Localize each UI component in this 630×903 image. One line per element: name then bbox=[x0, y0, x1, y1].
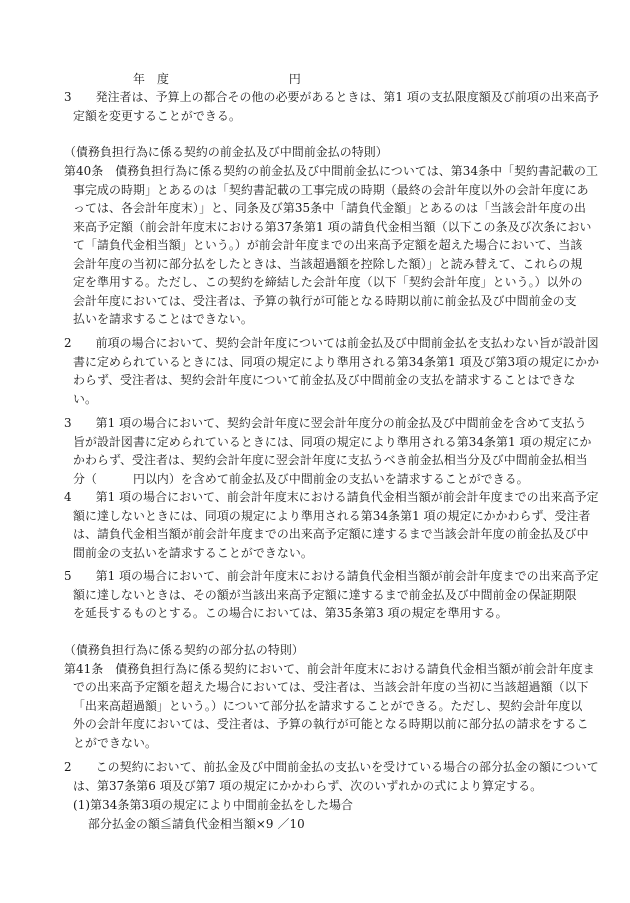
article-40-p4-line-1: 4 第1 項の場合において、前会計年度末における請負代金相当額が前会計年度までの出来高予定 bbox=[64, 490, 599, 504]
article-40-line-5: て「請負代金相当額」という。）が前会計年度までの出来高予定額を超えた場合において、当該 bbox=[73, 238, 583, 252]
article-40-p2-line-3: わらず、受注者は、契約会計年度について前金払及び中間前金の支払を請求することはできな bbox=[73, 373, 576, 387]
article-41-p2-line-1: 2 この契約において、前払金及び中間前金払の支払いを受けている場合の部分払金の額について bbox=[64, 760, 599, 774]
article-40-p3-line-3: かわらず、受注者は、契約会計年度に翌会計年度に支払うべき前金払相当分及び中間前金払相当 bbox=[73, 453, 588, 467]
paragraph-3-line-1: 3 発注者は、予算上の都合その他の必要があるときは、第1 項の支払限度額及び前項の出来高予 bbox=[64, 90, 599, 104]
article-40-line-8: 会計年度においては、受注者は、予算の執行が可能となる時期以前に前金払及び中間前金の支 bbox=[73, 294, 577, 308]
article-40-p2-line-4: い。 bbox=[73, 392, 97, 406]
article-40-line-9: 払いを請求することはできない。 bbox=[73, 312, 253, 326]
article-40-line-2: 事完成の時期」とあるのは「契約書記載の工事完成の時期（最終の会計年度以外の会計年度にあ bbox=[73, 183, 589, 197]
article-40-p5-line-1: 5 第1 項の場合において、前会計年度末における請負代金相当額が前会計年度までの出来高予定 bbox=[64, 569, 599, 583]
article-40-line-6: 会計年度の当初に部分払をしたときは、当該超過額を控除した額）」と読み替えて、これらの規 bbox=[73, 257, 583, 271]
fiscal-year-yen-line: 年 度 円 bbox=[133, 72, 301, 86]
article-40-line-3: っては、各会計年度末）」と、同条及び第35条中「請負代金額」とあるのは「当該会計年度の出 bbox=[73, 201, 586, 215]
article-41-p2-line-2: は、第37条第6 項及び第7 項の規定にかかわらず、次のいずれかの式により算定する。 bbox=[73, 779, 543, 793]
article-40-line-4: 来高予定額（前会計年度末における第37条第1 項の請負代金相当額（以下この条及び次条におい bbox=[73, 220, 592, 234]
article-40-p4-line-4: 間前金の支払いを請求することができない。 bbox=[73, 546, 313, 560]
article-40-p3-line-2: 旨が設計図書に定められているときには、同項の規定により準用される第34条第1 項の規定にか bbox=[73, 435, 592, 449]
article-40-p3-line-1: 3 第1 項の場合において、契約会計年度に翌会計年度分の前金払及び中間前金を含めて支払う bbox=[64, 416, 587, 430]
article-40-p2-line-1: 2 前項の場合において、契約会計年度については前金払及び中間前金払を支払わない旨が設計図 bbox=[64, 336, 599, 350]
article-40-heading: （債務負担行為に係る契約の前金払及び中間前金払の特則） bbox=[64, 145, 388, 159]
article-40-line-1: 第40条 債務負担行為に係る契約の前金払及び中間前金払については、第34条中「契約書記載の工 bbox=[64, 164, 599, 178]
article-40-p4-line-3: は、請負代金相当額が前会計年度までの出来高予定額に達するまで当該会計年度の前金払及び中 bbox=[73, 527, 589, 541]
article-41-line-4: 外の会計年度においては、受注者は、予算の執行が可能となる時期以前に部分払の請求をするこ bbox=[73, 717, 589, 731]
article-41-line-2: での出来高予定額を超えた場合においては、受注者は、当該会計年度の当初に当該超過額（以下 bbox=[73, 680, 589, 694]
article-41-item-1: (1)第34条第3項の規定により中間前金払をした場合 bbox=[73, 798, 353, 812]
article-41-line-5: とができない。 bbox=[73, 736, 157, 750]
article-41-heading: （債務負担行為に係る契約の部分払の特則） bbox=[64, 643, 304, 657]
article-40-line-7: 定を準用する。ただし、この契約を締結した会計年度（以下「契約会計年度」という。）以外の bbox=[73, 275, 583, 289]
article-41-line-3: 「出来高超過額」という。）について部分払を請求することができる。ただし、契約会計年度以 bbox=[73, 699, 583, 713]
paragraph-3-line-2: 定額を変更することができる。 bbox=[73, 109, 241, 123]
article-40-p5-line-3: を延長するものとする。この場合においては、第35条第3 項の規定を準用する。 bbox=[73, 606, 508, 620]
article-40-p4-line-2: 額に達しないときには、同項の規定により準用される第34条第1 項の規定にかかわらず、受注者 bbox=[73, 509, 591, 523]
article-40-p3-line-4: 分（ 円以内）を含めて前金払及び中間前金の支払いを請求することができる。 bbox=[73, 472, 529, 486]
article-40-p5-line-2: 額に達しないときは、その額が当該出来高予定額に達するまで前金払及び中間前金の保証期限 bbox=[73, 588, 577, 602]
article-40-p2-line-2: 書に定められているときには、同項の規定により準用される第34条第1 項及び第3項の規定にかか bbox=[73, 355, 600, 369]
article-41-item-1-formula: 部分払金の額≦請負代金相当額×9 ／10 bbox=[88, 817, 305, 831]
article-41-line-1: 第41条 債務負担行為に係る契約において、前会計年度末における請負代金相当額が前会計年度ま bbox=[64, 662, 595, 676]
